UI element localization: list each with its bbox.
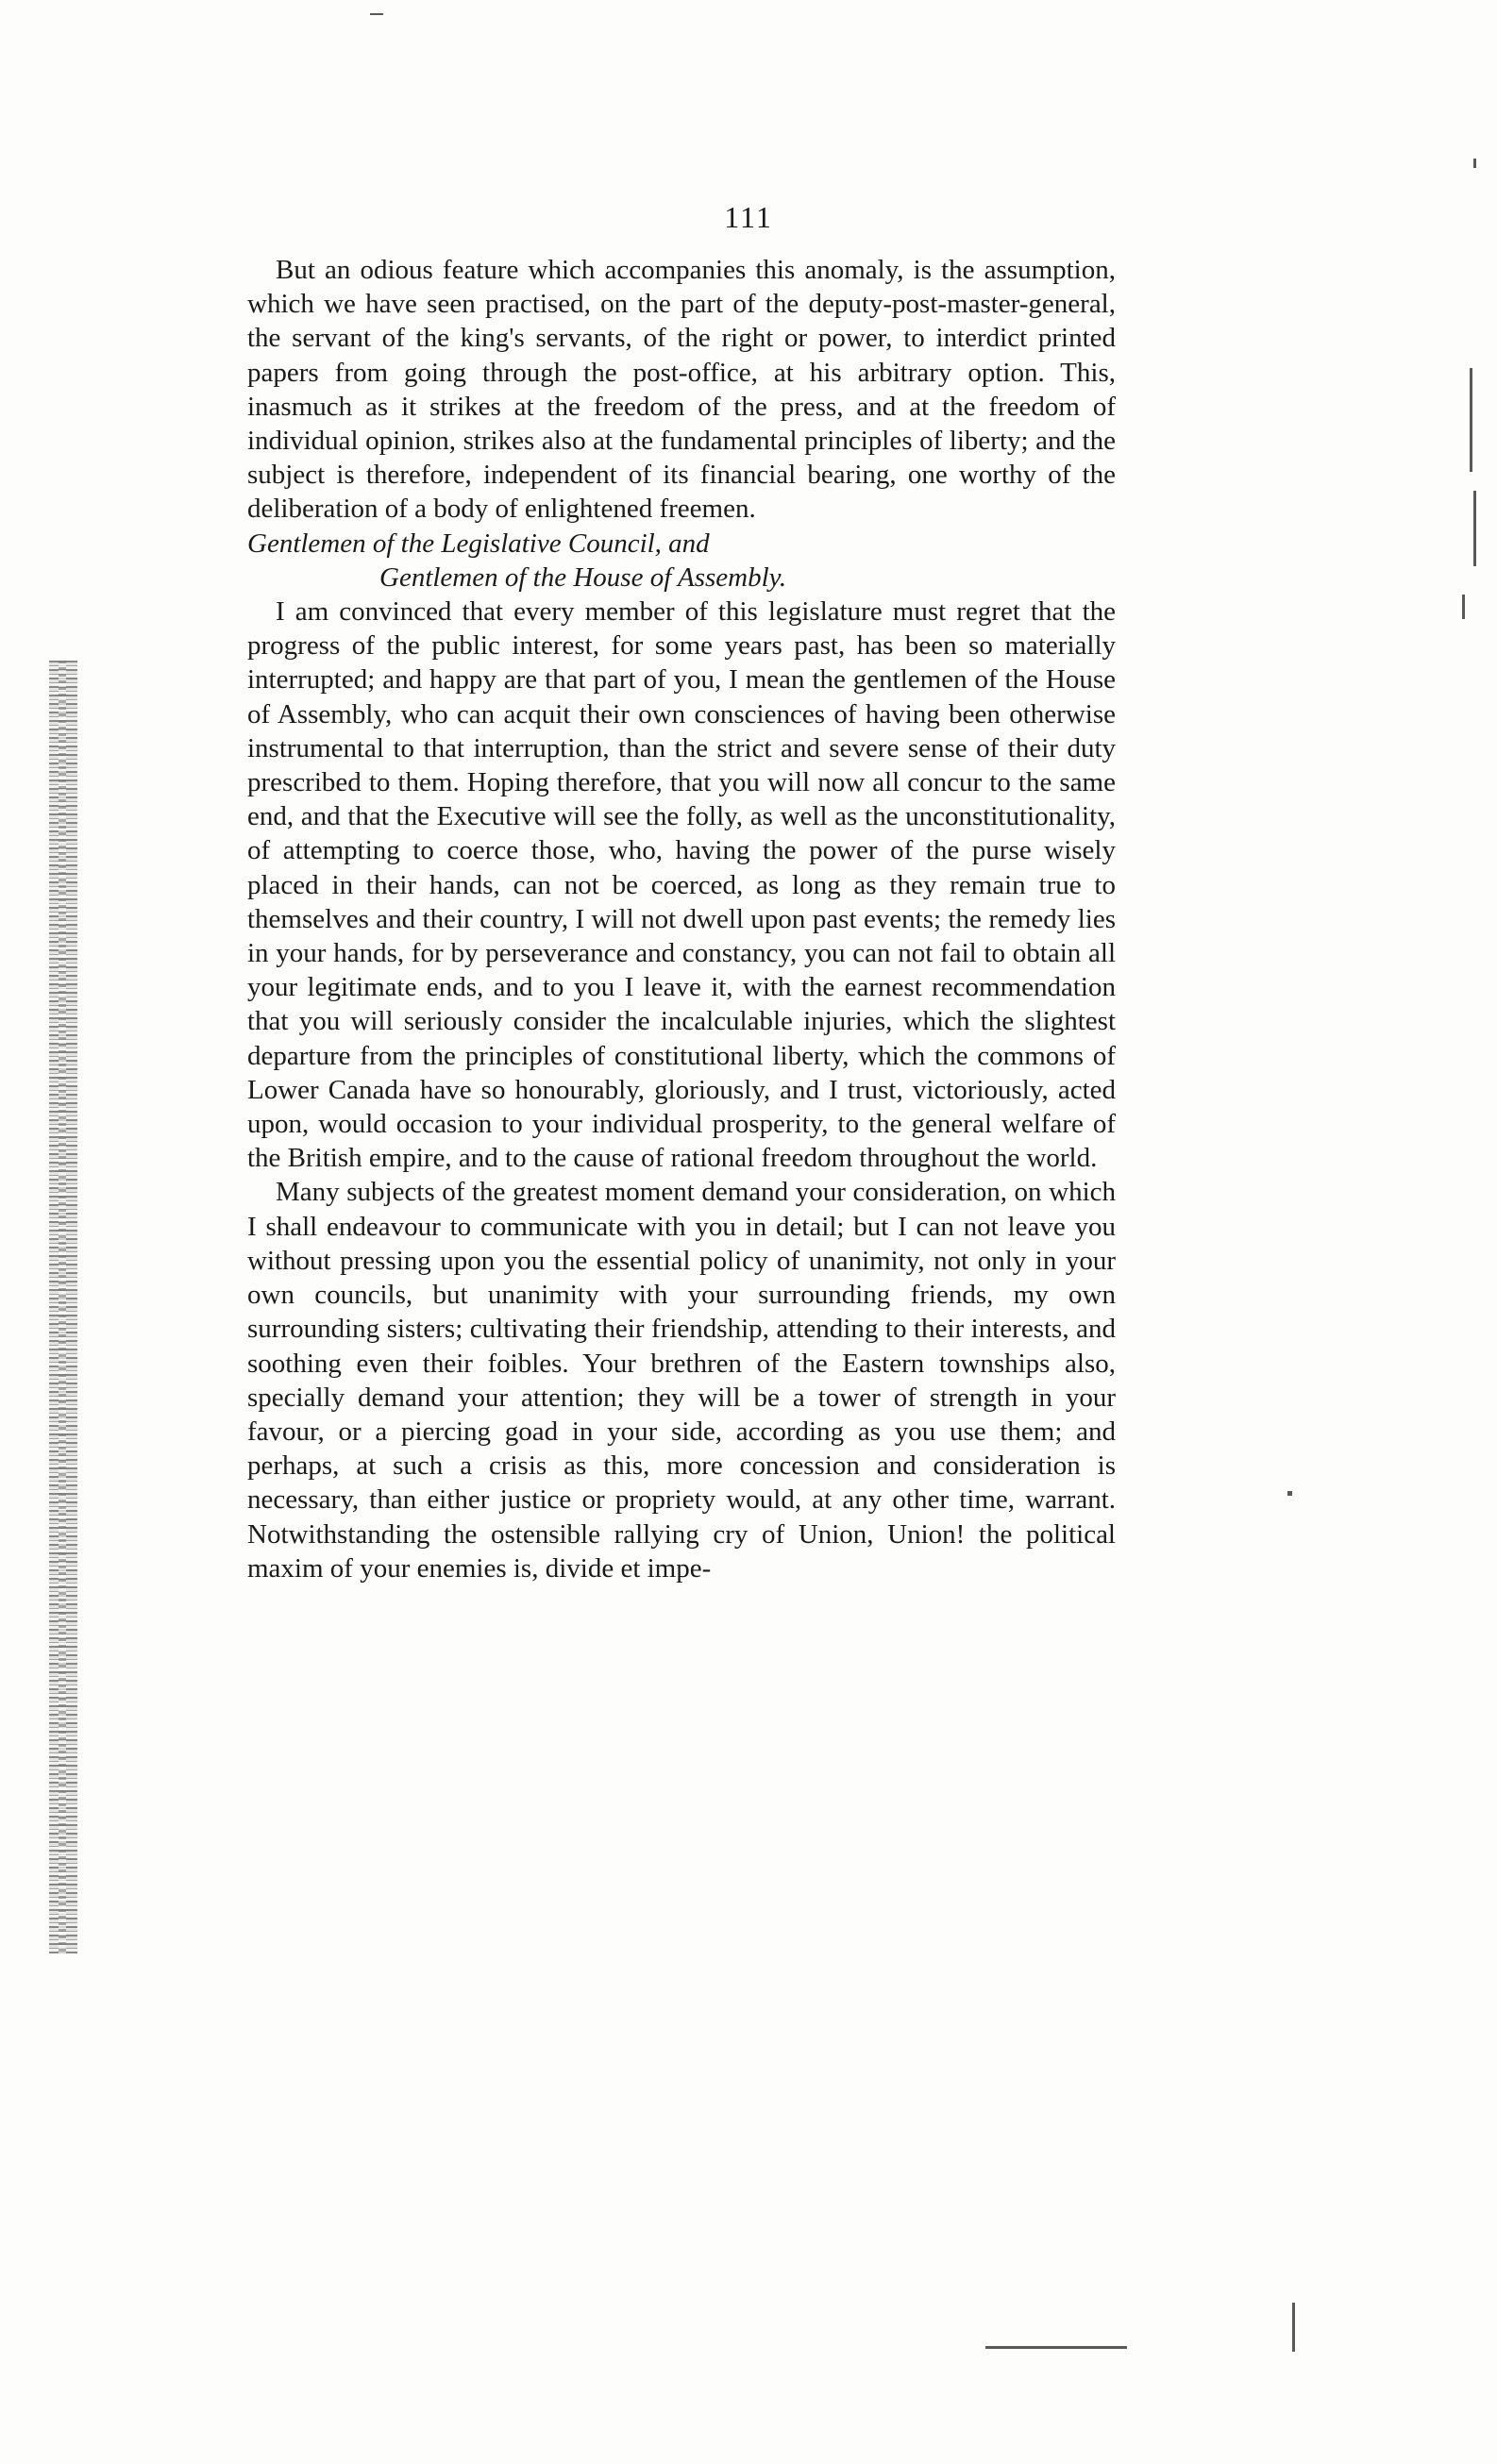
scan-speck (985, 2346, 1127, 2349)
address-line-2: Gentlemen of the House of Assembly. (379, 562, 787, 593)
scan-speck (1470, 368, 1472, 472)
scan-speck (1473, 159, 1476, 168)
scan-speck (1462, 595, 1465, 619)
scan-speck (1292, 2303, 1295, 2352)
paragraph-3: Many subjects of the greatest moment demand your consideration, on which I shall endeavour to communicate with you in detail; but I can not leave you without pressing upon you the essential policy of unanimity, not only in your own councils, but unanimity with your surrounding friends, my own surrounding sisters; cultivating their friendship, attending to their interests, and soothing even their foibles. Your brethren of the Eastern townships also, specially demand your attention; they will be a tower of strength in your favour, or a piercing goad in your side, according as you use them; and perhaps, at such a crisis as this, more concession and consideration is necessary, than either justice or propriety would, at any other time, warrant. Notwithstanding the ostensible rallying cry of Union, Union! the political maxim of your enemies is, divide et impe- (247, 1177, 1116, 1584)
address-heading (247, 527, 1116, 595)
page-number: 111 (724, 200, 773, 234)
body-text (247, 253, 1116, 1585)
scan-speck (1473, 491, 1476, 566)
paragraph-2: I am convinced that every member of this legislature must regret that the progress of the public interest, for some years past, has been so materially interrupted; and happy are that part of you, I mean the gentlemen of the House of Assembly, who can acquit their own consciences of having been otherwise instrumental to that interruption, than the strict and severe sense of their duty prescribed to them. Hoping therefore, that you will now all concur to the same end, and that the Executive will see the folly, as well as the unconstitutionality, of attempting to coerce those, who, having the power of the purse wisely placed in their hands, can not be coerced, as long as they remain true to themselves and their country, I will not dwell upon past events; the remedy lies in your hands, for by perseverance and constancy, you can not fail to obtain all your legitimate ends, and to you I leave it, with the earnest recommendation that you will seriously consider the incalculable injuries, which the slightest departure from the principles of constitutional liberty, which the commons of Lower Canada have so honourably, gloriously, and I trust, victoriously, acted upon, would occasion to your individual prosperity, to the general welfare of the British empire, and to the cause of rational freedom throughout the world. (247, 596, 1116, 1174)
address-line-1: Gentlemen of the Legislative Council, and (247, 528, 710, 559)
binding-edge (49, 661, 77, 1953)
scan-speck (1287, 1491, 1292, 1496)
scan-speck (370, 13, 383, 15)
paragraph-1: But an odious feature which accompanies this anomaly, is the assumption, which we have seen practised, on the part of the deputy-post-master-general, the servant of the king's servants, of the right or power, to interdict printed papers from going through the post-office, at his arbitrary option. This, inasmuch as it strikes at the freedom of the press, and at the freedom of individual opinion, strikes also at the fundamental principles of liberty; and the subject is therefore, independent of its financial bearing, one worthy of the deliberation of a body of enlightened freemen. (247, 255, 1116, 525)
